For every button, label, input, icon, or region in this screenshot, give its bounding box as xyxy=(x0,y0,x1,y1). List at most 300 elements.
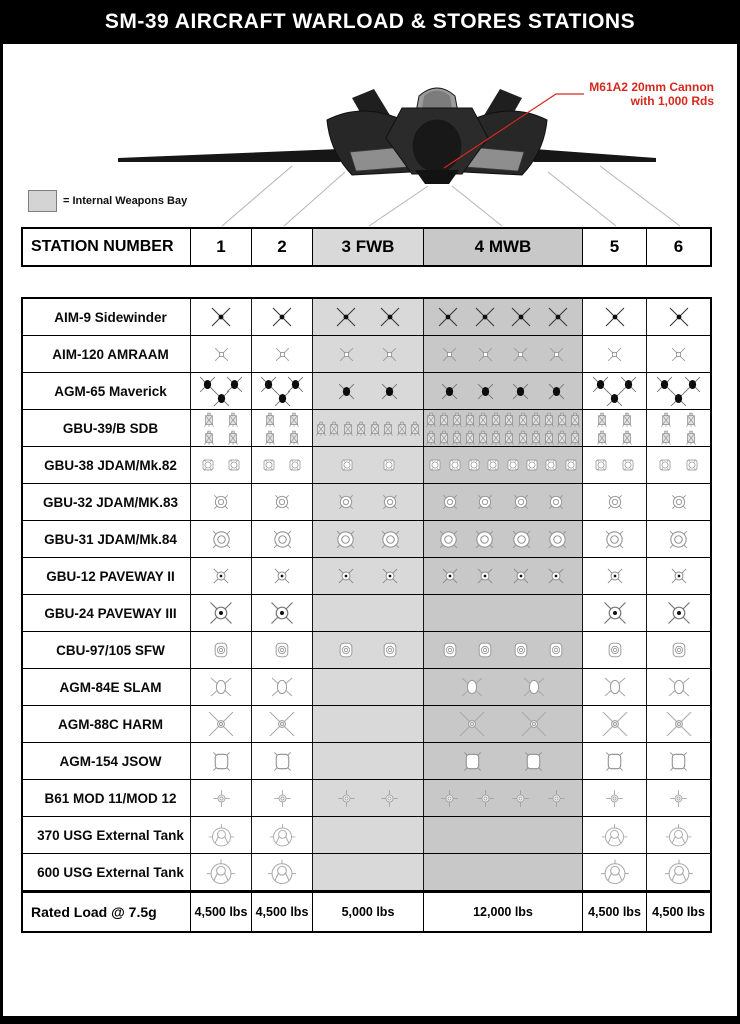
stores-cell xyxy=(312,484,423,520)
sidewinder-missile-icon xyxy=(473,305,497,329)
stores-cell xyxy=(190,558,251,594)
sidewinder-missile-icon xyxy=(436,305,460,329)
stores-icon-row xyxy=(252,305,312,329)
jdam-mk82-bomb-icon xyxy=(524,457,540,473)
stores-cell xyxy=(423,299,582,335)
stores-icon-row xyxy=(191,566,251,586)
fuel-tank-large-icon xyxy=(663,856,695,888)
jdam-mk82-bomb-icon xyxy=(563,457,579,473)
sdb-bomb-icon xyxy=(451,429,463,446)
sdb-bomb-icon xyxy=(203,411,215,428)
slam-missile-icon xyxy=(521,674,547,700)
maverick-missile-icon xyxy=(336,381,357,402)
harm-missile-icon xyxy=(664,709,694,739)
table-row xyxy=(23,594,710,631)
stores-cell xyxy=(582,632,646,668)
stores-cell xyxy=(190,410,251,446)
sdb-bomb-icon xyxy=(556,411,568,428)
b61-nuclear-bomb-icon xyxy=(669,789,688,808)
b61-nuclear-bomb-icon xyxy=(337,789,356,808)
stores-icon-row xyxy=(424,640,582,660)
table-row xyxy=(23,557,710,594)
stores-cell xyxy=(582,854,646,890)
fuel-tank-large-icon xyxy=(266,856,298,888)
paveway3-bomb-icon xyxy=(268,599,296,627)
maverick-missile-icon xyxy=(604,388,625,409)
stores-icon-row xyxy=(583,492,646,512)
stores-icon-row xyxy=(191,492,251,512)
sdb-bomb-icon xyxy=(288,411,300,428)
table-row xyxy=(23,372,710,409)
stores-cell xyxy=(582,336,646,372)
weapon-name: 370 USG External Tank xyxy=(37,827,184,843)
stores-icon-row xyxy=(583,411,646,428)
stores-icon-row xyxy=(647,789,710,808)
sidewinder-missile-icon xyxy=(270,305,294,329)
sdb-bomb-icon xyxy=(342,420,354,437)
jdam-mk82-bomb-icon xyxy=(657,457,673,473)
stores-icon-row xyxy=(313,305,423,329)
stores-cell xyxy=(582,447,646,483)
maverick-missile-icon xyxy=(379,381,400,402)
stores-cell xyxy=(251,817,312,853)
sdb-bomb-icon xyxy=(517,429,529,446)
stores-icon-row xyxy=(647,345,710,364)
table-row xyxy=(23,668,710,705)
amraam-missile-icon xyxy=(511,345,530,364)
stores-icon-row xyxy=(583,674,646,700)
b61-nuclear-bomb-icon xyxy=(476,789,495,808)
paveway2-bomb-icon xyxy=(605,566,625,586)
harm-missile-icon xyxy=(267,709,297,739)
jdam-mk83-bomb-icon xyxy=(605,492,625,512)
jdam-mk82-bomb-icon xyxy=(485,457,501,473)
jdam-mk82-bomb-icon xyxy=(200,457,216,473)
stores-cell xyxy=(312,558,423,594)
stores-icon-row xyxy=(191,821,251,850)
stores-icon-row xyxy=(313,420,423,437)
weapon-name: AIM-9 Sidewinder xyxy=(54,309,167,325)
stores-cell xyxy=(423,706,582,742)
stores-cell xyxy=(312,706,423,742)
jdam-mk83-bomb-icon xyxy=(336,492,356,512)
slam-missile-icon xyxy=(666,674,692,700)
jdam-mk84-bomb-icon xyxy=(545,527,570,552)
paveway2-bomb-icon xyxy=(272,566,292,586)
stores-icon-row xyxy=(191,709,251,739)
jdam-mk84-bomb-icon xyxy=(270,527,295,552)
stores-icon-row xyxy=(583,750,646,773)
jdam-mk83-bomb-icon xyxy=(546,492,566,512)
cbu-sfw-bomb-icon xyxy=(475,640,495,660)
weapon-name: AGM-84E SLAM xyxy=(59,679,162,695)
stores-cell xyxy=(190,669,251,705)
b61-nuclear-bomb-icon xyxy=(380,789,399,808)
amraam-missile-icon xyxy=(212,345,231,364)
stores-cell xyxy=(582,595,646,631)
stores-cell xyxy=(646,780,710,816)
stores-cell xyxy=(423,373,582,409)
jdam-mk82-bomb-icon xyxy=(505,457,521,473)
fuel-tank-icon xyxy=(600,821,629,850)
stores-icon-row xyxy=(647,750,710,773)
stores-cell xyxy=(190,854,251,890)
stores-icon-row xyxy=(313,381,423,402)
stores-cell xyxy=(312,373,423,409)
stores-icon-row xyxy=(191,674,251,700)
sdb-bomb-icon xyxy=(369,420,381,437)
stores-icon-row xyxy=(313,345,423,364)
stores-cell xyxy=(423,780,582,816)
sidewinder-missile-icon xyxy=(546,305,570,329)
stores-cell xyxy=(646,484,710,520)
stores-cell xyxy=(423,521,582,557)
stores-icon-row xyxy=(647,492,710,512)
stores-cell xyxy=(646,299,710,335)
stores-icon-row xyxy=(647,527,710,552)
sdb-bomb-icon xyxy=(315,420,327,437)
slam-missile-icon xyxy=(208,674,234,700)
stores-cell xyxy=(312,336,423,372)
stores-icon-row xyxy=(583,388,646,409)
rated-load-value: 4,500 lbs xyxy=(190,893,251,931)
sdb-bomb-icon xyxy=(503,411,515,428)
slam-missile-icon xyxy=(602,674,628,700)
jdam-mk84-bomb-icon xyxy=(333,527,358,552)
stores-cell xyxy=(582,373,646,409)
stores-icon-row xyxy=(583,821,646,850)
rated-load-value: 12,000 lbs xyxy=(423,893,582,931)
stores-icon-row xyxy=(191,527,251,552)
stores-cell xyxy=(582,484,646,520)
station-header-3-fwb: 3 FWB xyxy=(312,229,423,265)
stores-icon-row xyxy=(191,856,251,888)
rated-load-value: 5,000 lbs xyxy=(312,893,423,931)
paveway2-bomb-icon xyxy=(336,566,356,586)
stores-cell xyxy=(646,854,710,890)
stores-icon-row xyxy=(191,599,251,627)
sdb-bomb-icon xyxy=(264,429,276,446)
table-row xyxy=(23,631,710,668)
stores-icon-row xyxy=(252,856,312,888)
stores-icon-row xyxy=(647,566,710,586)
jdam-mk83-bomb-icon xyxy=(272,492,292,512)
sdb-bomb-icon xyxy=(543,429,555,446)
harm-missile-icon xyxy=(600,709,630,739)
stores-cell xyxy=(423,484,582,520)
sdb-bomb-icon xyxy=(328,420,340,437)
sdb-bomb-icon xyxy=(490,411,502,428)
stores-icon-row xyxy=(647,856,710,888)
stores-cell xyxy=(423,447,582,483)
sdb-bomb-icon xyxy=(660,429,672,446)
sdb-bomb-icon xyxy=(288,429,300,446)
stores-cell xyxy=(646,410,710,446)
stores-cell xyxy=(423,558,582,594)
table-row xyxy=(23,409,710,446)
stores-icon-row xyxy=(583,305,646,329)
title-bar xyxy=(0,0,740,44)
sdb-bomb-icon xyxy=(477,429,489,446)
stores-icon-row xyxy=(424,674,582,700)
stores-icon-row xyxy=(252,527,312,552)
jdam-mk82-bomb-icon xyxy=(261,457,277,473)
jdam-mk84-bomb-icon xyxy=(602,527,627,552)
sdb-bomb-icon xyxy=(425,411,437,428)
sdb-bomb-icon xyxy=(556,429,568,446)
paveway3-bomb-icon xyxy=(665,599,693,627)
cannon-annotation xyxy=(544,80,714,108)
stores-icon-row xyxy=(583,457,646,473)
stores-cell xyxy=(312,447,423,483)
paveway2-bomb-icon xyxy=(511,566,531,586)
jdam-mk84-bomb-icon xyxy=(666,527,691,552)
sdb-bomb-icon xyxy=(530,411,542,428)
stores-cell xyxy=(423,743,582,779)
stores-cell xyxy=(251,410,312,446)
fuel-tank-large-icon xyxy=(599,856,631,888)
stores-cell xyxy=(582,410,646,446)
stores-cell xyxy=(251,669,312,705)
stores-icon-row xyxy=(252,674,312,700)
sdb-bomb-icon xyxy=(438,429,450,446)
amraam-missile-icon xyxy=(476,345,495,364)
stores-icon-row xyxy=(191,388,251,409)
cannon-annotation-line2: with 1,000 Rds xyxy=(630,94,714,108)
sidewinder-missile-icon xyxy=(209,305,233,329)
stores-icon-row xyxy=(252,429,312,446)
maverick-missile-icon xyxy=(510,381,531,402)
jdam-mk83-bomb-icon xyxy=(211,492,231,512)
weapon-name: GBU-12 PAVEWAY II xyxy=(46,568,175,584)
cbu-sfw-bomb-icon xyxy=(380,640,400,660)
stores-icon-row xyxy=(191,789,251,808)
stores-cell xyxy=(312,669,423,705)
rated-load-value: 4,500 lbs xyxy=(646,893,710,931)
stores-icon-row xyxy=(647,388,710,409)
stores-cell xyxy=(646,558,710,594)
weapon-name: GBU-39/B SDB xyxy=(62,420,159,436)
sdb-bomb-icon xyxy=(464,429,476,446)
stores-icon-row xyxy=(191,640,251,660)
jsow-glide-bomb-icon xyxy=(461,750,484,773)
stores-cell xyxy=(582,521,646,557)
stores-cell xyxy=(646,743,710,779)
sdb-bomb-icon xyxy=(685,411,697,428)
stores-cell xyxy=(190,373,251,409)
stores-cell xyxy=(423,817,582,853)
paveway2-bomb-icon xyxy=(546,566,566,586)
stores-cell xyxy=(251,373,312,409)
stores-cell xyxy=(646,706,710,742)
stores-cell xyxy=(190,632,251,668)
sdb-bomb-icon xyxy=(660,411,672,428)
stores-icon-row xyxy=(313,527,423,552)
internal-bay-legend xyxy=(28,190,187,212)
stores-cell xyxy=(646,817,710,853)
stores-cell xyxy=(190,299,251,335)
maverick-missile-icon xyxy=(475,381,496,402)
stores-icon-row xyxy=(252,457,312,473)
jsow-glide-bomb-icon xyxy=(603,750,626,773)
stores-cell xyxy=(312,854,423,890)
internal-bay-label: = Internal Weapons Bay xyxy=(63,195,188,207)
stores-icon-row xyxy=(647,411,710,428)
paveway2-bomb-icon xyxy=(669,566,689,586)
fuel-tank-large-icon xyxy=(205,856,237,888)
stores-icon-row xyxy=(583,599,646,627)
stores-cell xyxy=(423,854,582,890)
stores-cell xyxy=(251,780,312,816)
weapon-name: AGM-154 JSOW xyxy=(59,753,162,769)
stores-cell xyxy=(251,558,312,594)
table-row xyxy=(23,816,710,853)
stores-cell xyxy=(646,447,710,483)
rated-load-label: Rated Load @ 7.5g xyxy=(31,904,157,920)
sdb-bomb-icon xyxy=(396,420,408,437)
sdb-bomb-icon xyxy=(621,429,633,446)
stores-icon-row xyxy=(583,789,646,808)
stores-icon-row xyxy=(647,709,710,739)
stores-icon-row xyxy=(191,411,251,428)
stores-icon-row xyxy=(424,527,582,552)
jdam-mk82-bomb-icon xyxy=(381,457,397,473)
paveway2-bomb-icon xyxy=(440,566,460,586)
b61-nuclear-bomb-icon xyxy=(511,789,530,808)
sidewinder-missile-icon xyxy=(667,305,691,329)
sdb-bomb-icon xyxy=(517,411,529,428)
stores-cell xyxy=(251,521,312,557)
cbu-sfw-bomb-icon xyxy=(511,640,531,660)
stores-icon-row xyxy=(313,566,423,586)
table-row xyxy=(23,779,710,816)
table-row xyxy=(23,299,710,335)
jdam-mk82-bomb-icon xyxy=(226,457,242,473)
paveway3-bomb-icon xyxy=(601,599,629,627)
sdb-bomb-icon xyxy=(464,411,476,428)
sdb-bomb-icon xyxy=(203,429,215,446)
maverick-missile-icon xyxy=(272,388,293,409)
rated-load-table xyxy=(21,891,712,933)
stores-cell xyxy=(251,336,312,372)
paveway2-bomb-icon xyxy=(211,566,231,586)
weapon-name: GBU-38 JDAM/Mk.82 xyxy=(44,457,177,473)
stores-icon-row xyxy=(252,640,312,660)
stores-icon-row xyxy=(252,566,312,586)
stores-icon-row xyxy=(313,492,423,512)
amraam-missile-icon xyxy=(273,345,292,364)
paveway2-bomb-icon xyxy=(380,566,400,586)
stores-cell xyxy=(190,447,251,483)
weapon-name: AGM-65 Maverick xyxy=(54,383,167,399)
paveway2-bomb-icon xyxy=(475,566,495,586)
b61-nuclear-bomb-icon xyxy=(440,789,459,808)
stores-icon-row xyxy=(583,527,646,552)
stores-icon-row xyxy=(583,429,646,446)
stores-icon-row xyxy=(424,566,582,586)
stores-icon-row xyxy=(252,411,312,428)
sdb-bomb-icon xyxy=(503,429,515,446)
cbu-sfw-bomb-icon xyxy=(272,640,292,660)
weapon-name: GBU-31 JDAM/Mk.84 xyxy=(44,531,177,547)
b61-nuclear-bomb-icon xyxy=(547,789,566,808)
jdam-mk83-bomb-icon xyxy=(669,492,689,512)
weapon-name: AGM-88C HARM xyxy=(57,716,163,732)
stores-cell xyxy=(646,373,710,409)
weapon-name: GBU-32 JDAM/MK.83 xyxy=(42,494,179,510)
stores-cell xyxy=(312,299,423,335)
sdb-bomb-icon xyxy=(621,411,633,428)
weapon-name: 600 USG External Tank xyxy=(37,864,184,880)
sdb-bomb-icon xyxy=(569,429,581,446)
stores-cell xyxy=(251,484,312,520)
amraam-missile-icon xyxy=(669,345,688,364)
jdam-mk83-bomb-icon xyxy=(475,492,495,512)
stores-cell xyxy=(646,336,710,372)
slam-missile-icon xyxy=(459,674,485,700)
paveway3-bomb-icon xyxy=(207,599,235,627)
jdam-mk84-bomb-icon xyxy=(509,527,534,552)
sidewinder-missile-icon xyxy=(334,305,358,329)
jdam-mk82-bomb-icon xyxy=(466,457,482,473)
stores-icon-row xyxy=(583,856,646,888)
stores-icon-row xyxy=(424,709,582,739)
harm-missile-icon xyxy=(206,709,236,739)
stores-cell xyxy=(190,706,251,742)
stores-icon-row xyxy=(647,305,710,329)
stores-cell xyxy=(582,743,646,779)
jdam-mk82-bomb-icon xyxy=(620,457,636,473)
stores-cell xyxy=(582,669,646,705)
jdam-mk82-bomb-icon xyxy=(339,457,355,473)
stores-cell xyxy=(582,299,646,335)
rated-load-value: 4,500 lbs xyxy=(251,893,312,931)
jdam-mk82-bomb-icon xyxy=(593,457,609,473)
stores-cell xyxy=(190,817,251,853)
sdb-bomb-icon xyxy=(685,429,697,446)
sdb-bomb-icon xyxy=(569,411,581,428)
stores-cell xyxy=(312,595,423,631)
stores-icon-row xyxy=(424,305,582,329)
sidewinder-missile-icon xyxy=(378,305,402,329)
stores-icon-row xyxy=(252,492,312,512)
stores-icon-row xyxy=(191,305,251,329)
fuel-tank-icon xyxy=(664,821,693,850)
stores-icon-row xyxy=(424,411,582,428)
stores-icon-row xyxy=(583,566,646,586)
weapon-name: AIM-120 AMRAAM xyxy=(52,346,169,362)
stores-cell xyxy=(312,780,423,816)
stores-icon-row xyxy=(252,388,312,409)
jdam-mk82-bomb-icon xyxy=(543,457,559,473)
internal-bay-swatch xyxy=(28,190,57,212)
jdam-mk82-bomb-icon xyxy=(447,457,463,473)
sdb-bomb-icon xyxy=(227,411,239,428)
jdam-mk82-bomb-icon xyxy=(427,457,443,473)
sdb-bomb-icon xyxy=(264,411,276,428)
slam-missile-icon xyxy=(269,674,295,700)
stores-cell xyxy=(423,632,582,668)
stores-icon-row xyxy=(424,750,582,773)
stores-icon-row xyxy=(252,345,312,364)
table-row xyxy=(23,446,710,483)
amraam-missile-icon xyxy=(605,345,624,364)
fuel-tank-icon xyxy=(268,821,297,850)
cbu-sfw-bomb-icon xyxy=(546,640,566,660)
maverick-missile-icon xyxy=(211,388,232,409)
stores-cell xyxy=(251,299,312,335)
sdb-bomb-icon xyxy=(227,429,239,446)
